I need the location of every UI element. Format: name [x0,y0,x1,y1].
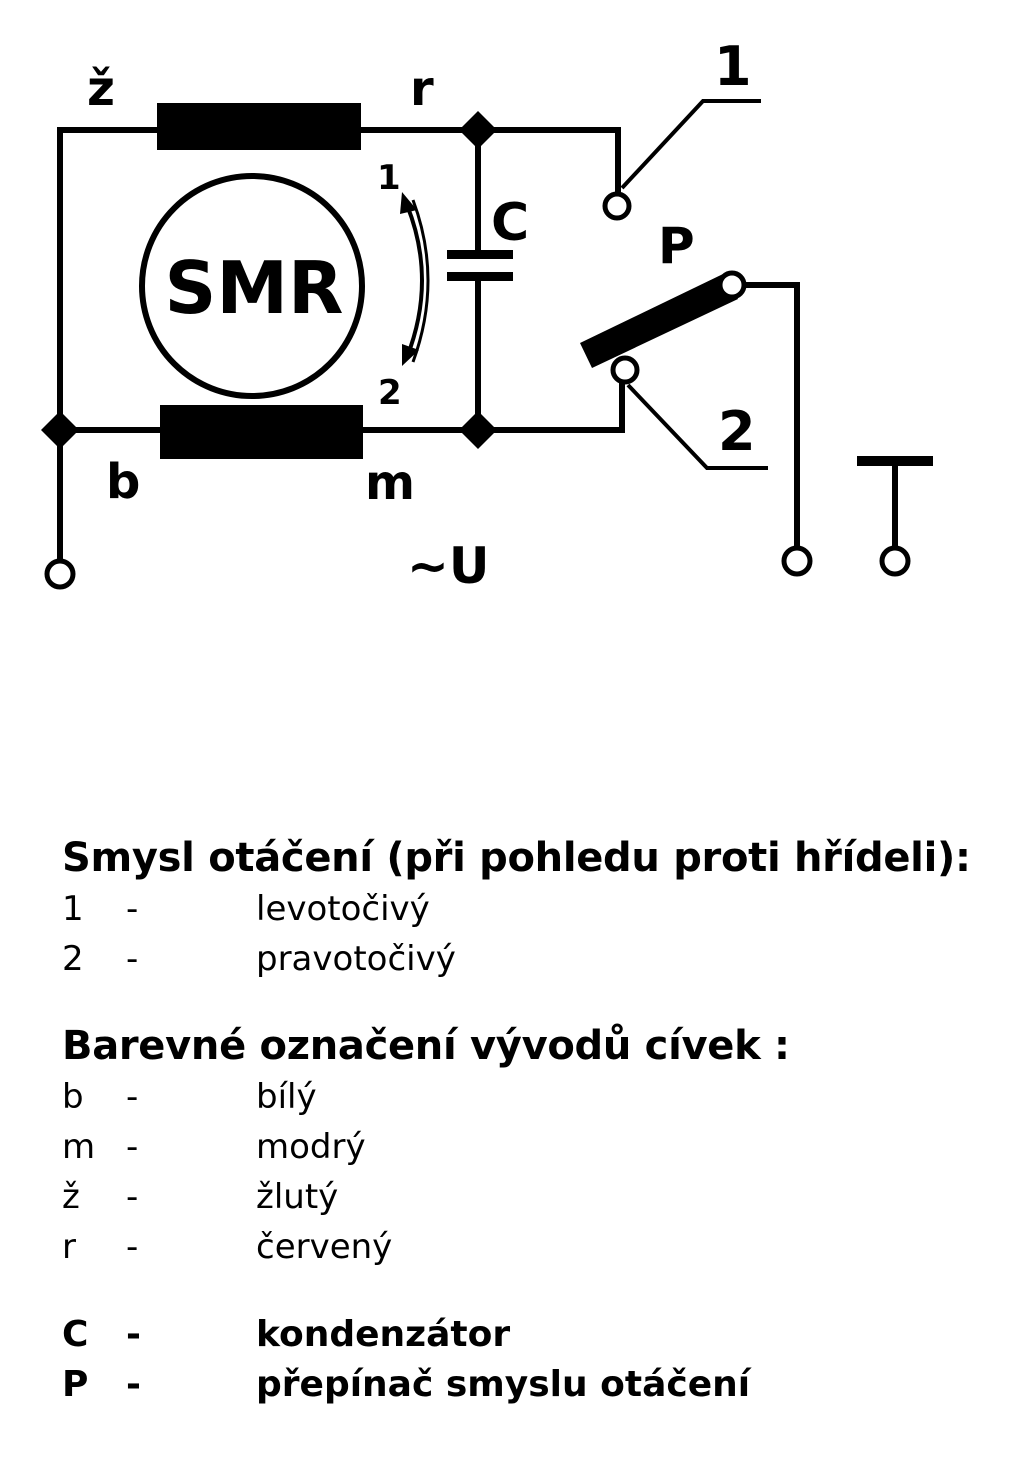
legend-value: žlutý [256,1177,339,1217]
legend-value: modrý [256,1127,366,1167]
legend-dash: - [126,1077,139,1117]
junction-bottom-right [459,411,497,449]
legend-key: b [62,1077,84,1117]
legend-value: červený [256,1227,393,1267]
switch-lever [580,274,738,368]
legend-dash: - [126,939,139,979]
lead-label-yellow: ž [87,61,115,117]
legend-key: 2 [62,939,84,979]
supply-label: ~U [407,537,490,595]
rotation-legend-title: Smysl otáčení (při pohledu proti hřídeli): [62,835,971,881]
lead-label-blue: m [365,455,416,511]
legend [62,832,1002,1410]
coil-bottom [160,405,363,459]
legend-value: levotočivý [256,889,430,929]
legend-row [62,884,1002,934]
legend-value: kondenzátor [256,1314,511,1355]
wire-to-contact-1 [478,130,618,195]
legend-row [62,934,1002,984]
rotation-label-2: 2 [378,373,402,413]
position-label-2: 2 [718,400,756,463]
switch-label: P [658,217,695,275]
legend-row [62,1072,1002,1122]
switch-lever-end-terminal [720,273,744,297]
wire-to-contact-2 [478,384,622,430]
legend-dash: - [126,1314,141,1355]
lead-label-red: r [410,61,434,117]
rotation-label-1: 1 [377,158,401,198]
position-label-1: 1 [714,35,752,98]
leader-1 [622,101,761,188]
legend-value: pravotočivý [256,939,456,979]
legend-dash: - [126,1227,139,1267]
legend-row [62,1172,1002,1222]
legend-value: přepínač smyslu otáčení [256,1364,751,1405]
supply-terminal-right [784,548,810,574]
color-legend-title: Barevné označení vývodů cívek : [62,1023,790,1069]
wiring-diagram [0,0,1011,640]
switch-pivot-terminal [613,358,637,382]
capacitor-label: C [491,193,530,253]
legend-dash: - [126,1127,139,1167]
legend-key: C [62,1314,89,1355]
lead-label-white: b [106,454,141,510]
legend-row [62,1122,1002,1172]
capacitor-symbol [447,250,513,281]
junction-top [459,111,497,149]
rotation-arrow [400,192,428,366]
legend-row-component [62,1360,1002,1410]
wires [60,130,797,560]
legend-key: r [62,1227,76,1267]
coil-top [157,103,361,150]
legend-dash: - [126,889,139,929]
legend-row-component [62,1310,1002,1360]
contact-1-terminal [605,194,629,218]
legend-dash: - [126,1177,139,1217]
legend-value: bílý [256,1077,317,1117]
junction-bottom-left [41,411,79,449]
ground-symbol [857,456,933,574]
legend-row [62,1222,1002,1272]
legend-dash: - [126,1364,141,1405]
legend-key: ž [62,1177,80,1217]
legend-key: 1 [62,889,84,929]
motor-label: SMR [164,246,344,330]
supply-terminal-left [47,561,73,587]
legend-key: P [62,1364,89,1405]
legend-key: m [62,1127,96,1167]
